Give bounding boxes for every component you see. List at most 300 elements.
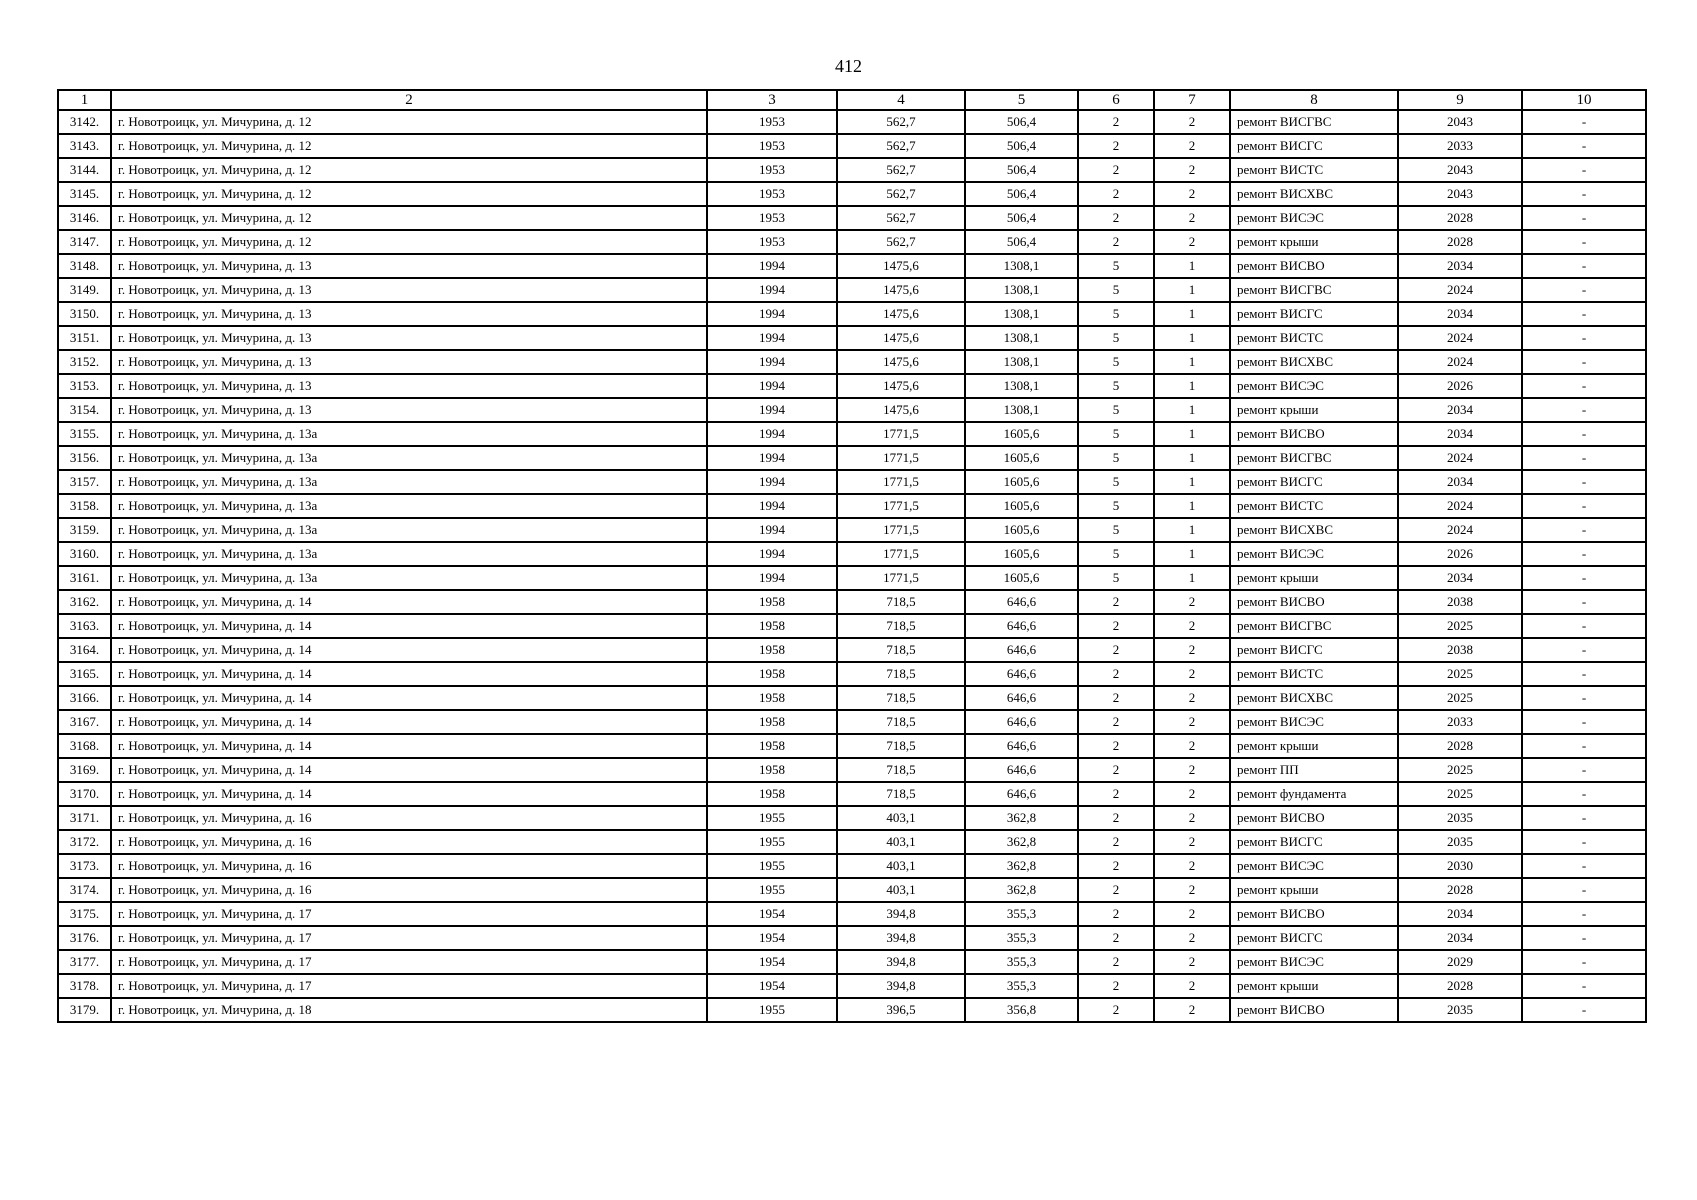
living-area-cell: 506,4 (965, 182, 1078, 206)
note-cell: - (1522, 470, 1646, 494)
row-number-cell: 3174. (58, 878, 111, 902)
table-row (58, 878, 1646, 902)
column-header: 4 (837, 90, 965, 110)
table-row (58, 566, 1646, 590)
table-row (58, 134, 1646, 158)
table-row (58, 638, 1646, 662)
total-area-cell: 1771,5 (837, 422, 965, 446)
address-cell: г. Новотроицк, ул. Мичурина, д. 14 (111, 734, 707, 758)
total-area-cell: 718,5 (837, 758, 965, 782)
floors-cell: 2 (1078, 782, 1154, 806)
note-cell: - (1522, 782, 1646, 806)
note-cell: - (1522, 590, 1646, 614)
table-row (58, 446, 1646, 470)
entrances-cell: 2 (1154, 782, 1230, 806)
entrances-cell: 1 (1154, 326, 1230, 350)
year-cell: 1994 (707, 302, 837, 326)
floors-cell: 2 (1078, 638, 1154, 662)
row-number-cell: 3173. (58, 854, 111, 878)
living-area-cell: 362,8 (965, 806, 1078, 830)
row-number-cell: 3146. (58, 206, 111, 230)
table-row (58, 614, 1646, 638)
living-area-cell: 1308,1 (965, 326, 1078, 350)
address-cell: г. Новотроицк, ул. Мичурина, д. 14 (111, 782, 707, 806)
year-cell: 1994 (707, 278, 837, 302)
work-type-cell: ремонт ВИСХВС (1230, 686, 1398, 710)
floors-cell: 5 (1078, 494, 1154, 518)
address-cell: г. Новотроицк, ул. Мичурина, д. 13а (111, 494, 707, 518)
work-type-cell: ремонт ВИСГС (1230, 134, 1398, 158)
living-area-cell: 355,3 (965, 974, 1078, 998)
year-cell: 1954 (707, 926, 837, 950)
row-number-cell: 3158. (58, 494, 111, 518)
work-type-cell: ремонт ВИСЭС (1230, 206, 1398, 230)
floors-cell: 2 (1078, 830, 1154, 854)
floors-cell: 2 (1078, 206, 1154, 230)
address-cell: г. Новотроицк, ул. Мичурина, д. 13 (111, 278, 707, 302)
entrances-cell: 2 (1154, 134, 1230, 158)
note-cell: - (1522, 494, 1646, 518)
work-type-cell: ремонт ВИСГС (1230, 470, 1398, 494)
entrances-cell: 1 (1154, 470, 1230, 494)
row-number-cell: 3166. (58, 686, 111, 710)
entrances-cell: 2 (1154, 614, 1230, 638)
row-number-cell: 3148. (58, 254, 111, 278)
floors-cell: 5 (1078, 350, 1154, 374)
page-number: 412 (835, 56, 862, 76)
planned-year-cell: 2043 (1398, 158, 1522, 182)
address-cell: г. Новотроицк, ул. Мичурина, д. 14 (111, 686, 707, 710)
column-header: 8 (1230, 90, 1398, 110)
total-area-cell: 1771,5 (837, 518, 965, 542)
address-cell: г. Новотроицк, ул. Мичурина, д. 13 (111, 350, 707, 374)
address-cell: г. Новотроицк, ул. Мичурина, д. 12 (111, 110, 707, 134)
row-number-cell: 3151. (58, 326, 111, 350)
total-area-cell: 403,1 (837, 806, 965, 830)
address-cell: г. Новотроицк, ул. Мичурина, д. 16 (111, 830, 707, 854)
entrances-cell: 2 (1154, 230, 1230, 254)
total-area-cell: 1771,5 (837, 566, 965, 590)
work-type-cell: ремонт ВИСВО (1230, 902, 1398, 926)
note-cell: - (1522, 686, 1646, 710)
living-area-cell: 506,4 (965, 134, 1078, 158)
entrances-cell: 2 (1154, 758, 1230, 782)
floors-cell: 2 (1078, 662, 1154, 686)
work-type-cell: ремонт ВИСХВС (1230, 518, 1398, 542)
living-area-cell: 1308,1 (965, 374, 1078, 398)
work-type-cell: ремонт крыши (1230, 398, 1398, 422)
address-cell: г. Новотроицк, ул. Мичурина, д. 17 (111, 974, 707, 998)
planned-year-cell: 2025 (1398, 662, 1522, 686)
year-cell: 1958 (707, 758, 837, 782)
note-cell: - (1522, 398, 1646, 422)
entrances-cell: 2 (1154, 710, 1230, 734)
year-cell: 1954 (707, 950, 837, 974)
total-area-cell: 562,7 (837, 230, 965, 254)
year-cell: 1958 (707, 710, 837, 734)
note-cell: - (1522, 110, 1646, 134)
living-area-cell: 646,6 (965, 734, 1078, 758)
table-header-row (58, 90, 1646, 110)
year-cell: 1994 (707, 494, 837, 518)
floors-cell: 5 (1078, 470, 1154, 494)
living-area-cell: 362,8 (965, 830, 1078, 854)
living-area-cell: 646,6 (965, 758, 1078, 782)
address-cell: г. Новотроицк, ул. Мичурина, д. 13а (111, 446, 707, 470)
table-row (58, 662, 1646, 686)
floors-cell: 2 (1078, 158, 1154, 182)
table-row (58, 518, 1646, 542)
address-cell: г. Новотроицк, ул. Мичурина, д. 12 (111, 158, 707, 182)
entrances-cell: 2 (1154, 902, 1230, 926)
living-area-cell: 1308,1 (965, 278, 1078, 302)
note-cell: - (1522, 158, 1646, 182)
address-cell: г. Новотроицк, ул. Мичурина, д. 13а (111, 566, 707, 590)
note-cell: - (1522, 206, 1646, 230)
address-cell: г. Новотроицк, ул. Мичурина, д. 14 (111, 590, 707, 614)
total-area-cell: 396,5 (837, 998, 965, 1022)
planned-year-cell: 2024 (1398, 446, 1522, 470)
note-cell: - (1522, 902, 1646, 926)
living-area-cell: 1605,6 (965, 542, 1078, 566)
table-row (58, 854, 1646, 878)
row-number-cell: 3176. (58, 926, 111, 950)
entrances-cell: 2 (1154, 158, 1230, 182)
planned-year-cell: 2035 (1398, 998, 1522, 1022)
work-type-cell: ремонт ВИСТС (1230, 662, 1398, 686)
entrances-cell: 2 (1154, 662, 1230, 686)
year-cell: 1994 (707, 542, 837, 566)
entrances-cell: 2 (1154, 110, 1230, 134)
year-cell: 1953 (707, 230, 837, 254)
table-row (58, 590, 1646, 614)
row-number-cell: 3168. (58, 734, 111, 758)
row-number-cell: 3155. (58, 422, 111, 446)
living-area-cell: 1605,6 (965, 566, 1078, 590)
table-row (58, 230, 1646, 254)
table-row (58, 278, 1646, 302)
planned-year-cell: 2024 (1398, 518, 1522, 542)
address-cell: г. Новотроицк, ул. Мичурина, д. 17 (111, 950, 707, 974)
planned-year-cell: 2038 (1398, 638, 1522, 662)
living-area-cell: 1308,1 (965, 302, 1078, 326)
floors-cell: 2 (1078, 998, 1154, 1022)
floors-cell: 5 (1078, 422, 1154, 446)
living-area-cell: 646,6 (965, 590, 1078, 614)
note-cell: - (1522, 542, 1646, 566)
year-cell: 1994 (707, 398, 837, 422)
planned-year-cell: 2034 (1398, 398, 1522, 422)
living-area-cell: 355,3 (965, 902, 1078, 926)
floors-cell: 5 (1078, 398, 1154, 422)
note-cell: - (1522, 662, 1646, 686)
living-area-cell: 1605,6 (965, 422, 1078, 446)
row-number-cell: 3157. (58, 470, 111, 494)
planned-year-cell: 2035 (1398, 830, 1522, 854)
entrances-cell: 2 (1154, 998, 1230, 1022)
year-cell: 1953 (707, 206, 837, 230)
work-type-cell: ремонт ВИСВО (1230, 254, 1398, 278)
year-cell: 1994 (707, 518, 837, 542)
planned-year-cell: 2034 (1398, 422, 1522, 446)
row-number-cell: 3171. (58, 806, 111, 830)
year-cell: 1994 (707, 446, 837, 470)
note-cell: - (1522, 974, 1646, 998)
year-cell: 1955 (707, 806, 837, 830)
table-row (58, 806, 1646, 830)
planned-year-cell: 2035 (1398, 806, 1522, 830)
entrances-cell: 1 (1154, 350, 1230, 374)
work-type-cell: ремонт ВИСВО (1230, 806, 1398, 830)
planned-year-cell: 2028 (1398, 974, 1522, 998)
total-area-cell: 562,7 (837, 110, 965, 134)
floors-cell: 5 (1078, 326, 1154, 350)
floors-cell: 5 (1078, 542, 1154, 566)
year-cell: 1955 (707, 830, 837, 854)
table-row (58, 686, 1646, 710)
planned-year-cell: 2025 (1398, 686, 1522, 710)
living-area-cell: 362,8 (965, 854, 1078, 878)
work-type-cell: ремонт ВИСВО (1230, 998, 1398, 1022)
note-cell: - (1522, 350, 1646, 374)
work-type-cell: ремонт крыши (1230, 230, 1398, 254)
living-area-cell: 646,6 (965, 686, 1078, 710)
floors-cell: 5 (1078, 254, 1154, 278)
work-type-cell: ремонт ВИСГВС (1230, 614, 1398, 638)
year-cell: 1994 (707, 254, 837, 278)
total-area-cell: 562,7 (837, 134, 965, 158)
floors-cell: 2 (1078, 950, 1154, 974)
year-cell: 1994 (707, 470, 837, 494)
row-number-cell: 3143. (58, 134, 111, 158)
address-cell: г. Новотроицк, ул. Мичурина, д. 12 (111, 182, 707, 206)
work-type-cell: ремонт крыши (1230, 878, 1398, 902)
work-type-cell: ремонт ВИСВО (1230, 590, 1398, 614)
work-type-cell: ремонт ВИСГВС (1230, 110, 1398, 134)
note-cell: - (1522, 614, 1646, 638)
table-row (58, 950, 1646, 974)
row-number-cell: 3159. (58, 518, 111, 542)
work-type-cell: ремонт крыши (1230, 566, 1398, 590)
row-number-cell: 3164. (58, 638, 111, 662)
living-area-cell: 646,6 (965, 710, 1078, 734)
planned-year-cell: 2028 (1398, 734, 1522, 758)
note-cell: - (1522, 758, 1646, 782)
entrances-cell: 1 (1154, 422, 1230, 446)
year-cell: 1958 (707, 590, 837, 614)
table-row (58, 398, 1646, 422)
row-number-cell: 3178. (58, 974, 111, 998)
total-area-cell: 562,7 (837, 206, 965, 230)
planned-year-cell: 2034 (1398, 566, 1522, 590)
row-number-cell: 3165. (58, 662, 111, 686)
work-type-cell: ремонт ВИСЭС (1230, 542, 1398, 566)
table-row (58, 182, 1646, 206)
address-cell: г. Новотроицк, ул. Мичурина, д. 16 (111, 854, 707, 878)
work-type-cell: ремонт ВИСТС (1230, 326, 1398, 350)
planned-year-cell: 2034 (1398, 926, 1522, 950)
living-area-cell: 1308,1 (965, 398, 1078, 422)
year-cell: 1958 (707, 614, 837, 638)
table-row (58, 926, 1646, 950)
entrances-cell: 1 (1154, 566, 1230, 590)
total-area-cell: 394,8 (837, 974, 965, 998)
total-area-cell: 718,5 (837, 614, 965, 638)
address-cell: г. Новотроицк, ул. Мичурина, д. 13а (111, 470, 707, 494)
entrances-cell: 2 (1154, 878, 1230, 902)
column-header: 10 (1522, 90, 1646, 110)
work-type-cell: ремонт ВИСГС (1230, 638, 1398, 662)
floors-cell: 2 (1078, 590, 1154, 614)
address-cell: г. Новотроицк, ул. Мичурина, д. 14 (111, 710, 707, 734)
table-row (58, 110, 1646, 134)
total-area-cell: 718,5 (837, 638, 965, 662)
total-area-cell: 1771,5 (837, 494, 965, 518)
address-cell: г. Новотроицк, ул. Мичурина, д. 13а (111, 422, 707, 446)
note-cell: - (1522, 710, 1646, 734)
row-number-cell: 3142. (58, 110, 111, 134)
address-cell: г. Новотроицк, ул. Мичурина, д. 18 (111, 998, 707, 1022)
total-area-cell: 1475,6 (837, 398, 965, 422)
total-area-cell: 1475,6 (837, 254, 965, 278)
note-cell: - (1522, 302, 1646, 326)
year-cell: 1994 (707, 566, 837, 590)
floors-cell: 2 (1078, 134, 1154, 158)
address-cell: г. Новотроицк, ул. Мичурина, д. 16 (111, 878, 707, 902)
living-area-cell: 506,4 (965, 158, 1078, 182)
year-cell: 1958 (707, 638, 837, 662)
year-cell: 1955 (707, 878, 837, 902)
work-type-cell: ремонт ВИСГВС (1230, 278, 1398, 302)
row-number-cell: 3154. (58, 398, 111, 422)
row-number-cell: 3150. (58, 302, 111, 326)
floors-cell: 5 (1078, 566, 1154, 590)
floors-cell: 2 (1078, 974, 1154, 998)
table-row (58, 974, 1646, 998)
year-cell: 1955 (707, 998, 837, 1022)
address-cell: г. Новотроицк, ул. Мичурина, д. 14 (111, 614, 707, 638)
entrances-cell: 1 (1154, 278, 1230, 302)
table-row (58, 254, 1646, 278)
total-area-cell: 1771,5 (837, 470, 965, 494)
column-header: 2 (111, 90, 707, 110)
row-number-cell: 3162. (58, 590, 111, 614)
floors-cell: 2 (1078, 110, 1154, 134)
row-number-cell: 3170. (58, 782, 111, 806)
work-type-cell: ремонт ВИСГС (1230, 302, 1398, 326)
living-area-cell: 1605,6 (965, 518, 1078, 542)
floors-cell: 5 (1078, 446, 1154, 470)
work-type-cell: ремонт ВИСГС (1230, 830, 1398, 854)
address-cell: г. Новотроицк, ул. Мичурина, д. 13 (111, 398, 707, 422)
planned-year-cell: 2030 (1398, 854, 1522, 878)
living-area-cell: 1605,6 (965, 446, 1078, 470)
planned-year-cell: 2028 (1398, 230, 1522, 254)
planned-year-cell: 2025 (1398, 782, 1522, 806)
table-row (58, 350, 1646, 374)
floors-cell: 2 (1078, 854, 1154, 878)
note-cell: - (1522, 878, 1646, 902)
living-area-cell: 506,4 (965, 230, 1078, 254)
note-cell: - (1522, 182, 1646, 206)
table-row (58, 326, 1646, 350)
planned-year-cell: 2024 (1398, 494, 1522, 518)
row-number-cell: 3163. (58, 614, 111, 638)
total-area-cell: 1475,6 (837, 374, 965, 398)
column-header: 3 (707, 90, 837, 110)
living-area-cell: 646,6 (965, 638, 1078, 662)
table-row (58, 542, 1646, 566)
total-area-cell: 718,5 (837, 710, 965, 734)
total-area-cell: 403,1 (837, 878, 965, 902)
floors-cell: 5 (1078, 518, 1154, 542)
address-cell: г. Новотроицк, ул. Мичурина, д. 14 (111, 662, 707, 686)
planned-year-cell: 2033 (1398, 134, 1522, 158)
note-cell: - (1522, 926, 1646, 950)
planned-year-cell: 2025 (1398, 614, 1522, 638)
work-type-cell: ремонт ВИСТС (1230, 494, 1398, 518)
entrances-cell: 2 (1154, 806, 1230, 830)
table-row (58, 830, 1646, 854)
work-type-cell: ремонт ВИСЭС (1230, 854, 1398, 878)
table-row (58, 998, 1646, 1022)
row-number-cell: 3177. (58, 950, 111, 974)
work-type-cell: ремонт ПП (1230, 758, 1398, 782)
entrances-cell: 2 (1154, 206, 1230, 230)
total-area-cell: 403,1 (837, 830, 965, 854)
work-type-cell: ремонт ВИСХВС (1230, 350, 1398, 374)
entrances-cell: 2 (1154, 590, 1230, 614)
work-type-cell: ремонт ВИСЭС (1230, 950, 1398, 974)
planned-year-cell: 2033 (1398, 710, 1522, 734)
address-cell: г. Новотроицк, ул. Мичурина, д. 12 (111, 206, 707, 230)
entrances-cell: 1 (1154, 446, 1230, 470)
note-cell: - (1522, 806, 1646, 830)
note-cell: - (1522, 326, 1646, 350)
planned-year-cell: 2034 (1398, 902, 1522, 926)
year-cell: 1958 (707, 782, 837, 806)
living-area-cell: 362,8 (965, 878, 1078, 902)
work-type-cell: ремонт ВИСГВС (1230, 446, 1398, 470)
planned-year-cell: 2029 (1398, 950, 1522, 974)
entrances-cell: 1 (1154, 254, 1230, 278)
total-area-cell: 1475,6 (837, 278, 965, 302)
row-number-cell: 3149. (58, 278, 111, 302)
total-area-cell: 403,1 (837, 854, 965, 878)
floors-cell: 2 (1078, 902, 1154, 926)
row-number-cell: 3175. (58, 902, 111, 926)
address-cell: г. Новотроицк, ул. Мичурина, д. 13 (111, 254, 707, 278)
address-cell: г. Новотроицк, ул. Мичурина, д. 13а (111, 542, 707, 566)
note-cell: - (1522, 230, 1646, 254)
table-row (58, 782, 1646, 806)
note-cell: - (1522, 374, 1646, 398)
living-area-cell: 506,4 (965, 206, 1078, 230)
planned-year-cell: 2024 (1398, 350, 1522, 374)
note-cell: - (1522, 254, 1646, 278)
floors-cell: 2 (1078, 614, 1154, 638)
planned-year-cell: 2043 (1398, 110, 1522, 134)
entrances-cell: 2 (1154, 854, 1230, 878)
entrances-cell: 2 (1154, 974, 1230, 998)
entrances-cell: 2 (1154, 926, 1230, 950)
total-area-cell: 1771,5 (837, 542, 965, 566)
work-type-cell: ремонт ВИСГС (1230, 926, 1398, 950)
row-number-cell: 3172. (58, 830, 111, 854)
year-cell: 1994 (707, 374, 837, 398)
floors-cell: 2 (1078, 734, 1154, 758)
entrances-cell: 1 (1154, 302, 1230, 326)
